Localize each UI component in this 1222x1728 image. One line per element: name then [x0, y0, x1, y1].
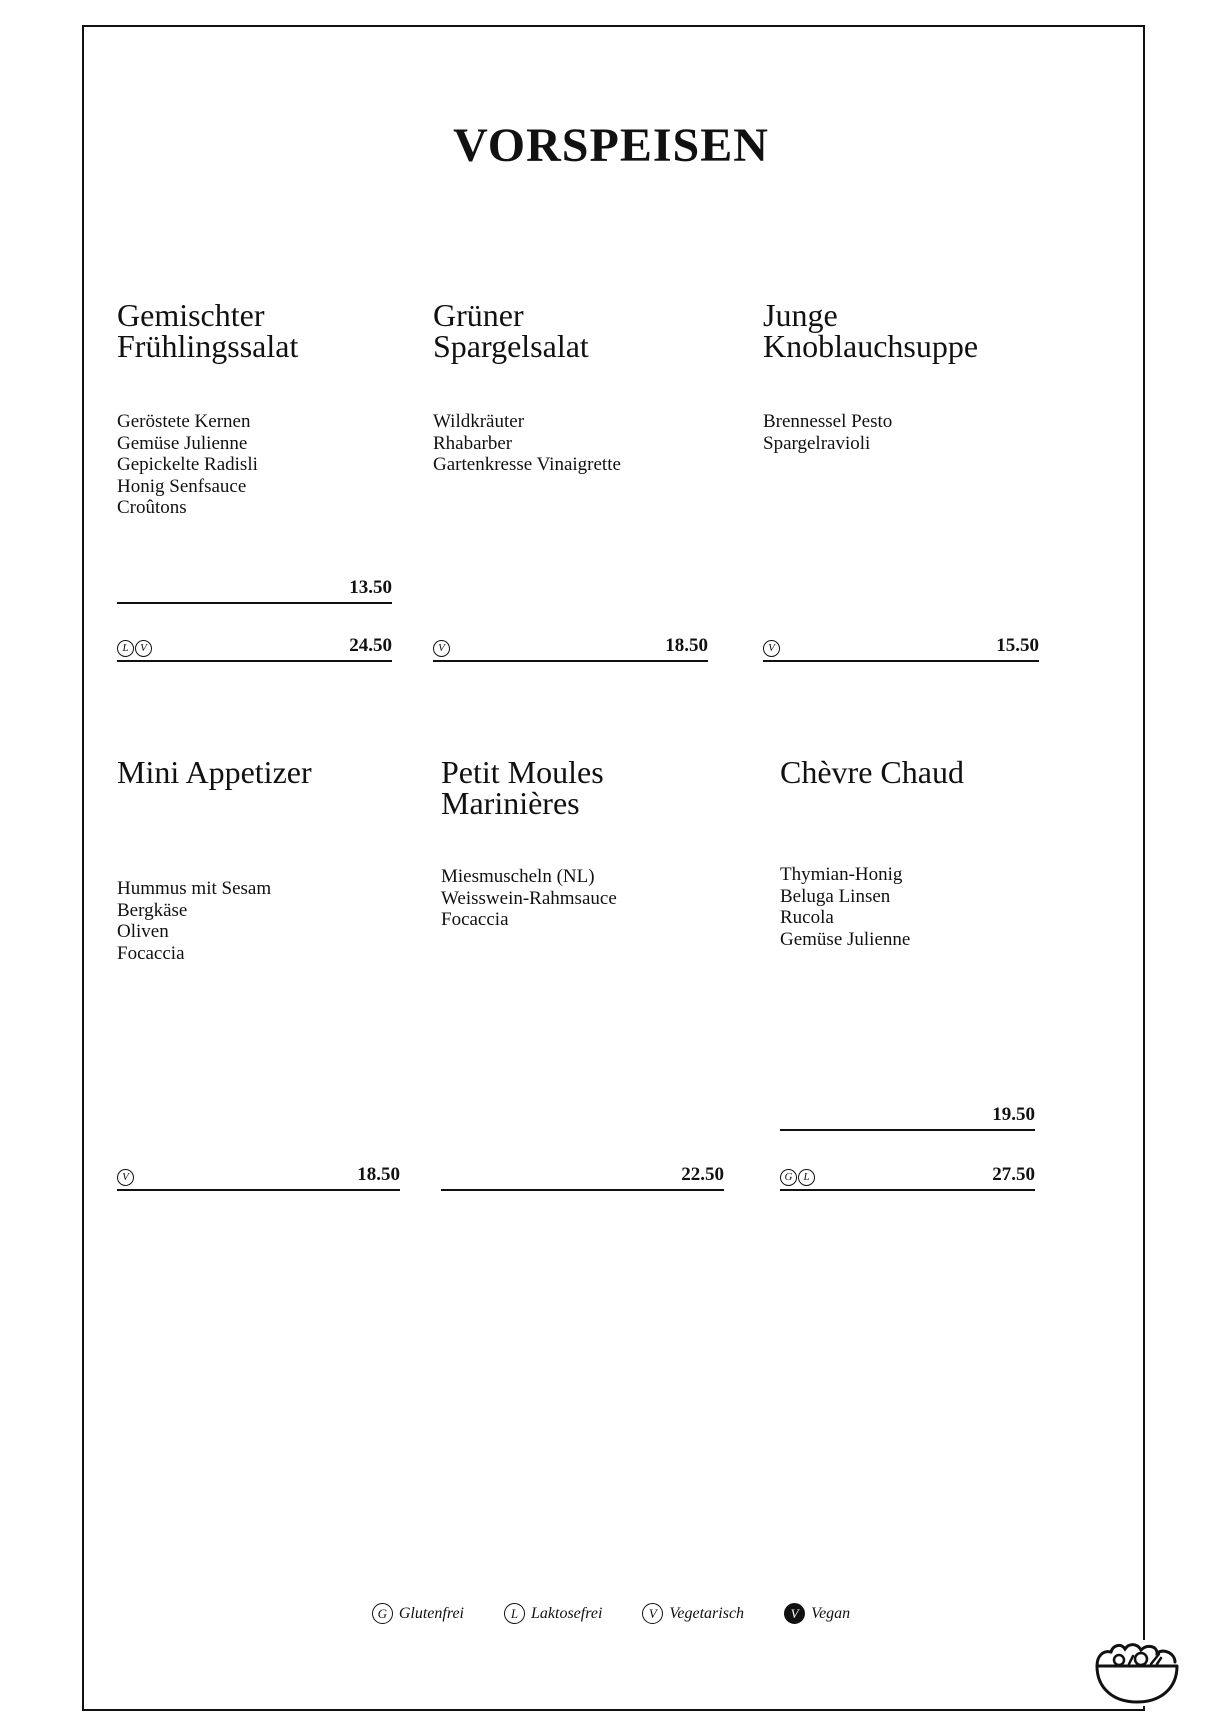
- dish-name: Junge Knoblauchsuppe: [763, 297, 979, 364]
- page-title: VORSPEISEN: [453, 119, 769, 172]
- ingredient: Geröstete Kernen: [117, 411, 251, 432]
- price: 22.50: [681, 1164, 724, 1185]
- small-price: 13.50: [349, 577, 392, 598]
- lactose-free-icon: L: [504, 1603, 525, 1624]
- legend-label: Vegetarisch: [669, 1604, 745, 1622]
- ingredient: Spargelravioli: [763, 432, 871, 454]
- vegetarian-icon: V: [763, 640, 780, 657]
- gluten-free-icon: G: [780, 1169, 797, 1186]
- legend-item-glutenfrei: [372, 1603, 464, 1624]
- ingredient: Beluga Linsen: [780, 885, 891, 907]
- diet-badges: [780, 1169, 815, 1186]
- ingredient: Croûtons: [117, 497, 187, 518]
- legend-label: Laktosefrei: [531, 1604, 603, 1622]
- ingredient: Brennessel Pesto: [763, 411, 893, 432]
- ingredient: Oliven: [117, 921, 169, 942]
- legend-label: Glutenfrei: [398, 1604, 464, 1622]
- price: 15.50: [996, 635, 1039, 656]
- legend-item-vegan: [784, 1603, 850, 1624]
- ingredient-list: [780, 864, 910, 950]
- salad-bowl-icon: [1091, 1640, 1183, 1706]
- ingredient: Gemüse Julienne: [780, 928, 911, 950]
- ingredient: Thymian-Honig: [780, 864, 903, 885]
- price: 18.50: [665, 635, 708, 656]
- price-line: [441, 1163, 724, 1191]
- dish-name: Chèvre Chaud: [780, 754, 964, 790]
- gluten-free-icon: G: [372, 1603, 393, 1624]
- vegetarian-icon: V: [642, 1603, 663, 1624]
- ingredient: Honig Senfsauce: [117, 475, 247, 497]
- diet-badges: [433, 640, 450, 657]
- price: 18.50: [357, 1164, 400, 1185]
- price-line: [117, 1163, 400, 1191]
- price-line: [433, 634, 708, 662]
- ingredient-list: [763, 411, 892, 454]
- ingredient: Gepickelte Radisli: [117, 454, 258, 475]
- ingredient: Hummus mit Sesam: [117, 878, 272, 899]
- diet-badges: [117, 640, 152, 657]
- ingredient: Focaccia: [441, 909, 509, 930]
- dish-name: Gemischter Frühlingssalat: [117, 297, 299, 364]
- vegetarian-icon: V: [117, 1169, 134, 1186]
- ingredient: Wildkräuter: [433, 411, 525, 432]
- ingredient: Gartenkresse Vinaigrette: [433, 454, 621, 475]
- ingredient: Focaccia: [117, 942, 185, 964]
- ingredient-list: [441, 866, 617, 931]
- vegan-icon: V: [784, 1603, 805, 1624]
- lactose-free-icon: L: [798, 1169, 815, 1186]
- diet-legend: [0, 1603, 1222, 1624]
- dish-name: Mini Appetizer: [117, 754, 312, 790]
- ingredient: Rhabarber: [433, 432, 513, 454]
- price: 27.50: [992, 1164, 1035, 1185]
- price-line: [780, 1163, 1035, 1191]
- ingredient: Bergkäse: [117, 899, 188, 921]
- price-line: [763, 634, 1039, 662]
- dish-name: Petit Moules Marinières: [441, 754, 604, 821]
- vegetarian-icon: V: [135, 640, 152, 657]
- vegetarian-icon: V: [433, 640, 450, 657]
- legend-label: Vegan: [811, 1604, 851, 1622]
- ingredient: Miesmuscheln (NL): [441, 866, 595, 887]
- ingredient: Gemüse Julienne: [117, 432, 248, 454]
- diet-badges: [763, 640, 780, 657]
- dish-name: Grüner Spargelsalat: [433, 297, 589, 364]
- price: 24.50: [349, 635, 392, 656]
- ingredient: Rucola: [780, 907, 834, 928]
- diet-badges: [117, 1169, 134, 1186]
- ingredient-list: [117, 878, 271, 964]
- legend-item-vegetarisch: [642, 1603, 744, 1624]
- price-line: [117, 634, 392, 662]
- lactose-free-icon: L: [117, 640, 134, 657]
- ingredient-list: [117, 411, 258, 519]
- small-price-line: [117, 576, 392, 604]
- ingredient: Weisswein-Rahmsauce: [441, 887, 617, 909]
- small-price: 19.50: [992, 1104, 1035, 1125]
- ingredient-list: [433, 411, 621, 476]
- legend-item-laktosefrei: [504, 1603, 602, 1624]
- small-price-line: [780, 1103, 1035, 1131]
